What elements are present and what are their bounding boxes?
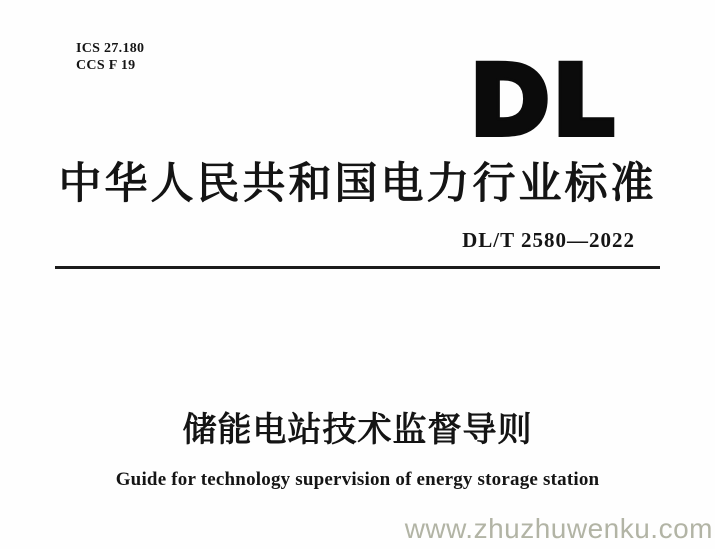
ccs-code: CCS F 19	[76, 58, 136, 73]
standard-series-title: 中华人民共和国电力行业标准	[58, 161, 657, 208]
watermark-text: www.zhuzhuwenku.com	[404, 513, 713, 544]
classification-codes	[76, 40, 144, 74]
standard-number: DL/T 2580—2022	[462, 228, 635, 252]
divider-rule	[55, 266, 660, 269]
dl-logo-text: DL	[470, 45, 617, 157]
dl-logo	[470, 45, 617, 157]
document-title-english: Guide for technology supervision of energy storage station	[115, 469, 600, 490]
ics-code: ICS 27.180	[76, 41, 145, 56]
document-title-chinese: 储能电站技术监督导则	[182, 411, 533, 449]
